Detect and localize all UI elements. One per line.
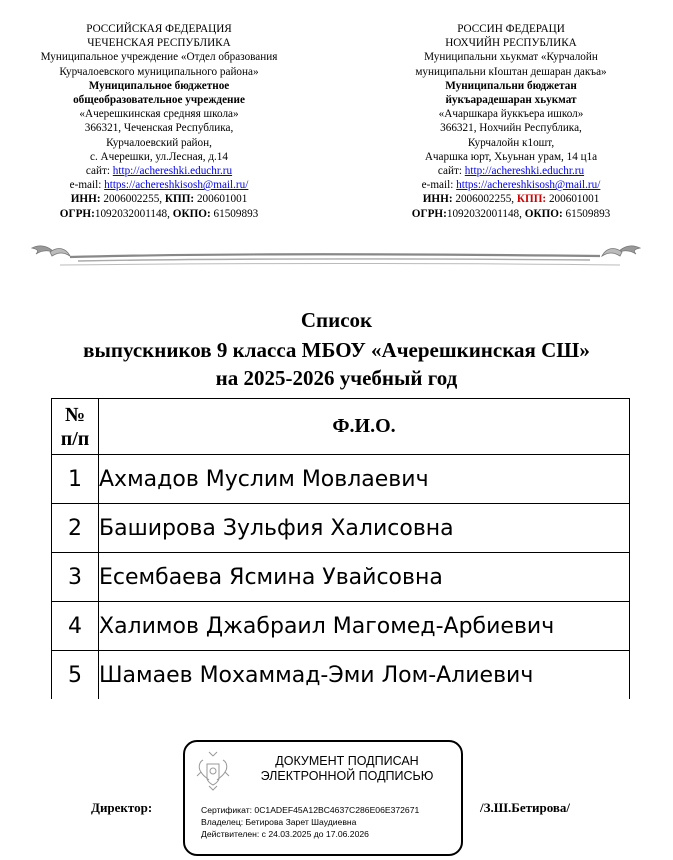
okpo-value: 61509893 xyxy=(565,207,611,220)
row-number: 3 xyxy=(52,553,99,602)
header-right-email-row xyxy=(380,178,642,192)
page-subtitle-year: на 2025-2026 учебный год xyxy=(215,366,458,390)
header-left-line: 366321, Чеченская Республика, xyxy=(84,122,234,135)
header-right-line: йукъарадешаран хьукмат xyxy=(445,94,577,107)
inn-label: ИНН: xyxy=(422,193,453,206)
header-left-line: «Ачерешкинская средняя школа» xyxy=(79,108,239,121)
header-left xyxy=(28,22,290,221)
header-left-line: Курчалоевского муниципального района» xyxy=(59,65,259,78)
site-link[interactable]: http://achereshki.educhr.ru xyxy=(112,165,233,178)
stamp-title-line2: ЭЛЕКТРОННОЙ ПОДПИСЬЮ xyxy=(260,769,434,783)
row-number: 2 xyxy=(52,504,99,553)
okpo-value: 61509893 xyxy=(213,207,259,220)
header-left-ogrn-row xyxy=(28,207,290,221)
header-left-line: общеобразовательное учреждение xyxy=(73,94,245,107)
ogrn-label: ОГРН: xyxy=(411,207,447,220)
stamp-title-line1: ДОКУМЕНТ ПОДПИСАН xyxy=(275,754,419,768)
row-number: 5 xyxy=(52,651,99,700)
director-name: /З.Ш.Бетирова/ xyxy=(480,800,571,815)
kpp-value: 200601001 xyxy=(196,193,248,206)
director-label: Директор: xyxy=(91,800,153,815)
inn-value: 2006002255, xyxy=(455,193,515,206)
inn-value: 2006002255, xyxy=(103,193,163,206)
header-right-line: Ачаршка юрт, Хьуьнан урам, 14 ц1а xyxy=(424,150,598,163)
stamp-certificate: Сертификат: 0C1ADEF45A12BC4637C286E06E372671 xyxy=(201,805,420,815)
site-label: сайт: xyxy=(437,165,462,178)
row-fio: Есембаева Ясмина Увайсовна xyxy=(99,553,630,602)
row-fio: Баширова Зульфия Халисовна xyxy=(99,504,630,553)
table-header-row xyxy=(52,399,630,455)
column-header-fio: Ф.И.О. xyxy=(99,399,630,455)
table-row xyxy=(52,651,630,700)
site-link[interactable]: http://achereshki.educhr.ru xyxy=(464,165,585,178)
header-right-line: муниципальни кІоштан дешаран дакъа» xyxy=(415,65,607,78)
coat-of-arms-icon xyxy=(195,750,231,792)
site-label: сайт: xyxy=(85,165,110,178)
table-row xyxy=(52,455,630,504)
graduates-table xyxy=(51,398,630,699)
kpp-label: КПП: xyxy=(516,193,547,206)
header-right-line: Курчалойн к1ошт, xyxy=(467,136,555,149)
header-left-site-row xyxy=(28,164,290,178)
header-right-site-row xyxy=(380,164,642,178)
header-left-line: с. Ачерешки, ул.Лесная, д.14 xyxy=(90,150,228,163)
column-header-number-line1: № xyxy=(64,403,86,426)
table-row xyxy=(52,553,630,602)
header-left-email-row xyxy=(28,178,290,192)
stamp-validity: Действителен: с 24.03.2025 до 17.06.2026 xyxy=(201,829,369,839)
header-left-inn-row xyxy=(28,192,290,206)
row-number: 4 xyxy=(52,602,99,651)
okpo-label: ОКПО: xyxy=(524,207,563,220)
header-right xyxy=(380,22,642,221)
header-right-line: «Ачаршкара йуккъера ишкол» xyxy=(438,108,584,121)
header-right-line: Муниципальни хьукмат «Курчалойн xyxy=(424,51,598,64)
row-fio: Халимов Джабраил Магомед-Арбиевич xyxy=(99,602,630,651)
header-right-line: 366321, Нохчийн Республика, xyxy=(440,122,582,135)
table-row xyxy=(52,602,630,651)
e-signature-stamp xyxy=(183,740,463,856)
email-label: e-mail: xyxy=(69,179,102,192)
email-link[interactable]: https://achereshkisosh@mail.ru/ xyxy=(456,179,601,192)
header-left-line: Курчалоевский район, xyxy=(106,136,212,149)
kpp-label: КПП: xyxy=(164,193,195,206)
header-right-line: НОХЧИЙН РЕСПУБЛИКА xyxy=(445,37,577,50)
header-right-line: РОССИН ФЕДЕРАЦИ xyxy=(457,23,565,35)
header-right-line: Муниципальни бюджетан xyxy=(445,79,577,92)
ogrn-value: 1092032001148, xyxy=(94,207,170,220)
ornament-divider-icon xyxy=(30,238,642,272)
email-label: e-mail: xyxy=(421,179,454,192)
kpp-value: 200601001 xyxy=(548,193,600,206)
inn-label: ИНН: xyxy=(70,193,101,206)
email-link[interactable]: https://achereshkisosh@mail.ru/ xyxy=(104,179,249,192)
header-left-line: ЧЕЧЕНСКАЯ РЕСПУБЛИКА xyxy=(87,37,231,50)
table-row xyxy=(52,504,630,553)
column-header-number-line2: п/п xyxy=(60,427,90,450)
stamp-owner: Владелец: Бетирова Зарет Шаудиевна xyxy=(201,817,357,827)
ogrn-label: ОГРН: xyxy=(59,207,95,220)
page-title: Список xyxy=(300,308,373,332)
ogrn-value: 1092032001148, xyxy=(446,207,522,220)
column-header-number xyxy=(52,399,99,455)
header-left-line: Муниципальное бюджетное xyxy=(88,79,230,92)
row-fio: Шамаев Мохаммад-Эми Лом-Алиевич xyxy=(99,651,630,700)
row-number: 1 xyxy=(52,455,99,504)
header-left-line: Муниципальное учреждение «Отдел образования xyxy=(40,51,278,64)
header-right-inn-row xyxy=(380,192,642,206)
header-right-ogrn-row xyxy=(380,207,642,221)
page-subtitle: выпускников 9 класса МБОУ «Ачерешкинская СШ» xyxy=(83,338,590,362)
row-fio: Ахмадов Муслим Мовлаевич xyxy=(99,455,630,504)
okpo-label: ОКПО: xyxy=(172,207,211,220)
header-left-line: РОССИЙСКАЯ ФЕДЕРАЦИЯ xyxy=(86,23,232,35)
